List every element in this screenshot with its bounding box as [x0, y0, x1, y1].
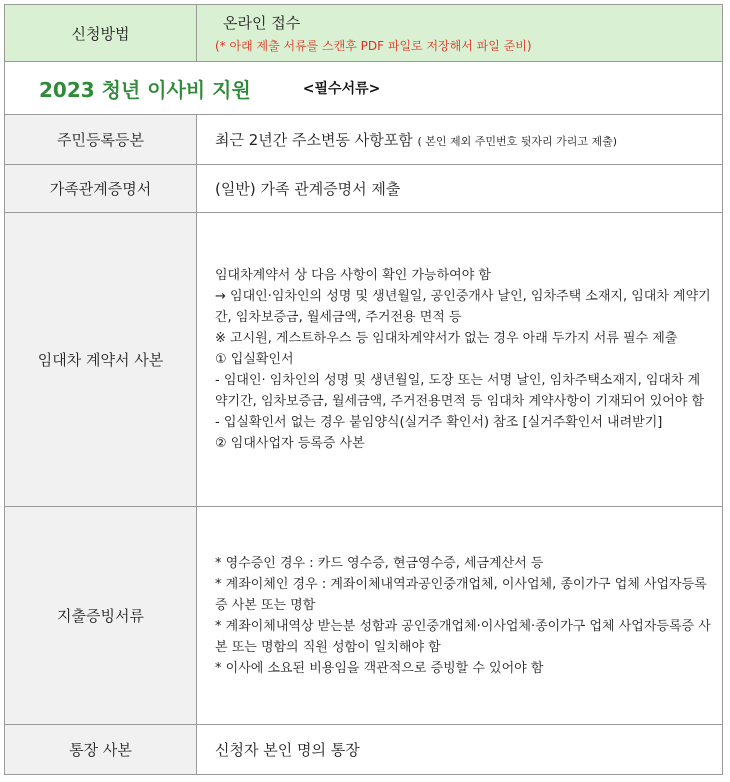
lease-line: - 입실확인서 없는 경우 붙임양식(실거주 확인서) 참조 [실거주확인서 내려받기] — [215, 415, 663, 430]
row-value-expense-proof — [197, 507, 723, 725]
table-row — [5, 725, 723, 775]
table-row — [5, 507, 723, 725]
page-title: 2023 청년 이사비 지원 — [39, 77, 251, 102]
row-label-lease-contract: 임대차 계약서 사본 — [5, 213, 197, 507]
page-subtitle: <필수서류> — [302, 81, 381, 97]
table-row — [5, 165, 723, 213]
row-label-resident-registration: 주민등록등본 — [5, 115, 197, 165]
expense-line: * 계좌이체내역상 받는분 성함과 공인중개업체·이사업체·종이가구 업체 사업자등록증 사본 또는 명함의 직원 성함이 일치해야 함 — [215, 618, 711, 655]
row-value-resident-registration — [197, 115, 723, 165]
row-label-bankbook: 통장 사본 — [5, 725, 197, 775]
expense-line: * 계좌이체인 경우 : 계좌이체내역과공인중개업체, 이사업체, 종이가구 업체 사업자등록증 사본 또는 명함 — [215, 576, 707, 613]
row-label-family-relation: 가족관계증명서 — [5, 165, 197, 213]
row-value-lease-contract — [197, 213, 723, 507]
expense-line: * 영수증인 경우 : 카드 영수증, 현금영수증, 세금계산서 등 — [215, 555, 544, 571]
table-row — [5, 213, 723, 507]
title-cell — [5, 62, 723, 115]
lease-line: - 임대인· 임차인의 성명 및 생년월일, 도장 또는 서명 날인, 임차주택소재지, 임대차 계약기간, 임차보증금, 월세금액, 주거전용면적 등 임대차 계약사항이 기재되어 있어야 함 — [215, 373, 705, 409]
lease-line: ① 입실확인서 — [215, 352, 294, 367]
table-row — [5, 115, 723, 165]
row-value-bankbook: 신청자 본인 명의 통장 — [197, 725, 723, 775]
title-row — [5, 62, 723, 115]
resident-registration-text: 최근 2년간 주소변동 사항포함 — [215, 131, 413, 149]
documents-table — [4, 4, 723, 775]
lease-line: ※ 고시원, 게스트하우스 등 임대차계약서가 없는 경우 아래 두가지 서류 필수 제출 — [215, 331, 678, 346]
row-value-family-relation: (일반) 가족 관계증명서 제출 — [197, 165, 723, 213]
row-label-expense-proof: 지출증빙서류 — [5, 507, 197, 725]
application-method-row — [5, 5, 723, 62]
title-block — [5, 74, 722, 103]
lease-line: ② 임대사업자 등록증 사본 — [215, 436, 365, 451]
application-method-text: 온라인 접수 — [223, 14, 301, 32]
application-method-value — [197, 5, 723, 62]
lease-line: → 임대인·임차인의 성명 및 생년월일, 공인중개사 날인, 임차주택 소재지, 임대차 계약기간, 임차보증금, 월세금액, 주거전용 면적 등 — [215, 289, 711, 325]
application-method-label: 신청방법 — [5, 5, 197, 62]
resident-registration-note: ( 본인 제외 주민번호 뒷자리 가리고 제출) — [417, 135, 618, 148]
expense-line: * 이사에 소요된 비용임을 객관적으로 증빙할 수 있어야 함 — [215, 660, 544, 676]
lease-line: 임대차계약서 상 다음 사항이 확인 가능하여야 함 — [215, 268, 491, 283]
required-documents-sheet — [4, 4, 722, 775]
application-method-note: (* 아래 제출 서류를 스캔후 PDF 파일로 저장해서 파일 준비) — [215, 39, 532, 53]
